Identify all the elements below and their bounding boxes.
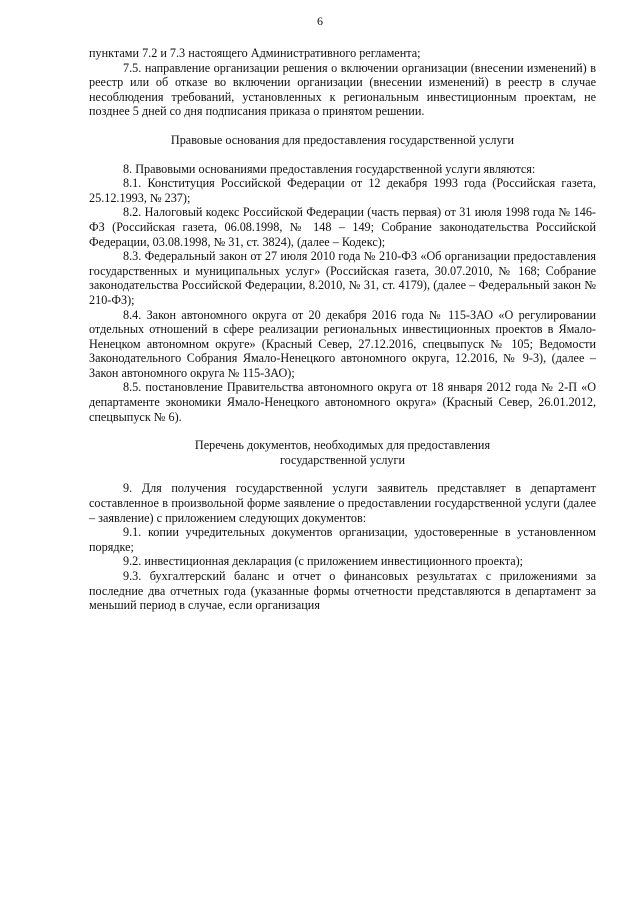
paragraph-8-5: 8.5. постановление Правительства автономного округа от 18 января 2012 года № 2-П «О департаменте экономики Ямало-Ненецкого автономного округа» (Красный Север, 26.01.2012, спецвыпуск № 6).	[89, 380, 596, 424]
paragraph-9: 9. Для получения государственной услуги заявитель представляет в департамент составленное в произвольной форме заявление о предоставлении государственной услуги (далее – заявление) с приложением следующих документов:	[89, 481, 596, 525]
paragraph-9-2: 9.2. инвестиционная декларация (с приложением инвестиционного проекта);	[123, 554, 524, 569]
section-heading-documents-line2: государственной услуги	[279, 452, 406, 467]
paragraph-8-1: 8.1. Конституция Российской Федерации от 12 декабря 1993 года (Российская газета, 25.12.1993, № 237);	[89, 176, 596, 205]
section-heading-documents-line1: Перечень документов, необходимых для предоставления	[194, 438, 491, 453]
page-number: 6	[317, 14, 323, 28]
section-heading-documents	[89, 438, 596, 467]
paragraph-7-5: 7.5. направление организации решения о включении организации (внесении изменений) в реестр или об отказе во включении организации (внесении изменений) в реестр в случае несоблюдения требований, установленных к региональным инвестиционным проектам, не позднее 5 дней со дня подписания приказа о принятом решении.	[89, 60, 596, 119]
paragraph-continuation: пунктами 7.2 и 7.3 настоящего Административного регламента;	[89, 46, 421, 60]
paragraph-8-3: 8.3. Федеральный закон от 27 июля 2010 года № 210-ФЗ «Об организации предоставления государственных и муниципальных услуг» (Российская газета, 30.07.2010, № 168; Собрание законодательства Российской Федерации, 8.2010, № 31, ст. 4179), (далее – Федеральный закон № 210-ФЗ);	[89, 249, 596, 307]
paragraph-8-2: 8.2. Налоговый кодекс Российской Федерации (часть первая) от 31 июля 1998 года № 146-ФЗ (Российская газета, 06.08.1998, № 148 – 149; Собрание законодательства Российской Федерации, 03.08.1998, № 31, ст. 3824), (далее – Кодекс);	[89, 205, 596, 249]
paragraph-8-4: 8.4. Закон автономного округа от 20 декабря 2016 года № 115-ЗАО «О регулировании отдельных отношений в сфере реализации региональных инвестиционных проектов в Ямало-Ненецком автономном округе» (Красный Север, 27.12.2016, спецвыпуск № 105; Ведомости Законодательного Собрания Ямало-Ненецкого автономного округа, 12.2016, № 9-3), (далее – Закон автономного округа № 115-ЗАО);	[89, 307, 596, 380]
paragraph-9-3: 9.3. бухгалтерский баланс и отчет о финансовых результатах с приложениями за последние два отчетных года (указанные формы отчетности представляются в департамент за меньший период в случае, если организация	[89, 569, 596, 613]
paragraph-9-1: 9.1. копии учредительных документов организации, удостоверенные в установленном порядке;	[89, 525, 596, 554]
section-heading-legal-basis: Правовые основания для предоставления государственной услуги	[170, 132, 515, 147]
paragraph-8: 8. Правовыми основаниями предоставления государственной услуги являются:	[123, 161, 536, 176]
document-body	[89, 46, 596, 613]
